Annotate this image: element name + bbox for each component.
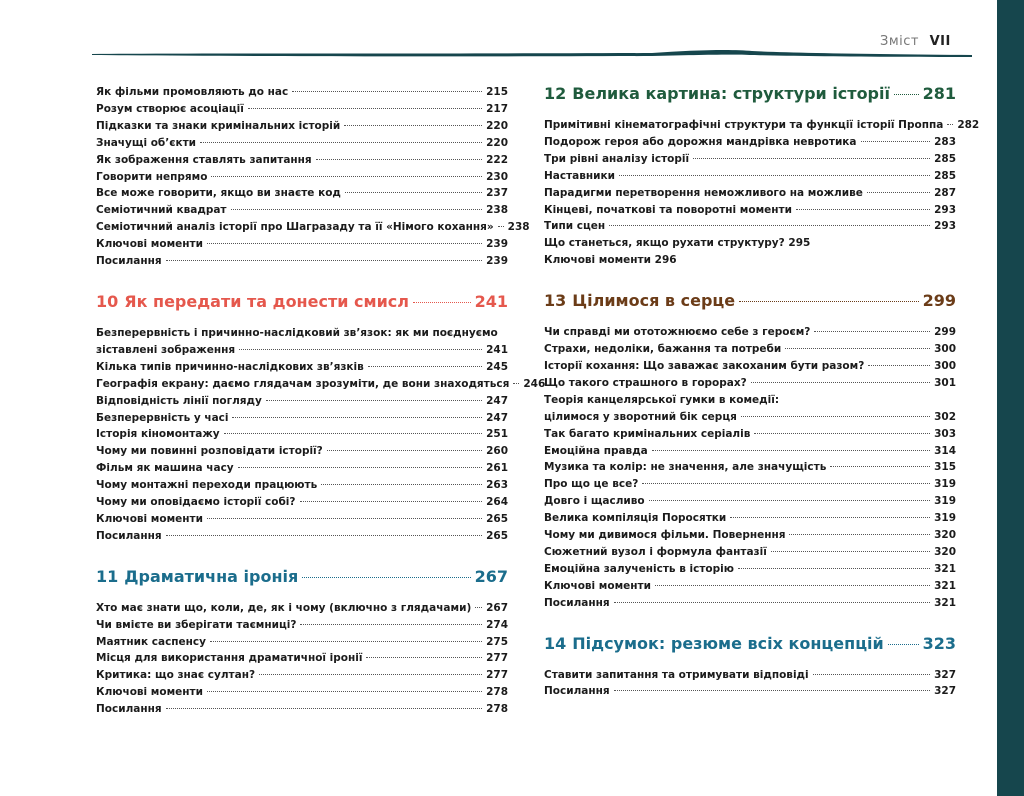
dot-leader [292,91,482,92]
entry-title: цілимося у зворотний бік серця [544,410,737,423]
toc-entry[interactable] [544,218,956,235]
entry-title: Наставники [544,169,616,182]
chapter-10-entries [96,325,546,545]
entry-title: Маятник саспенсу [96,635,206,648]
entry-title: Емоційна залученість в історію [544,562,734,575]
entry-title: Чому монтажні переходи працюють [96,479,318,492]
entry-page: 215 [486,86,508,98]
dot-leader [207,691,482,692]
toc-entry[interactable] [544,476,956,493]
entry-title: Як фільми промовляють до нас [96,86,289,98]
dot-leader [368,366,482,367]
entry-title: Чому ми дивимося фільми. Повернення [544,529,786,542]
dot-leader [868,365,930,366]
toc-entry[interactable] [544,544,956,561]
dot-leader [413,302,471,303]
entry-page: 275 [486,635,508,648]
dot-leader [739,301,918,302]
entry-page: 277 [486,652,508,665]
entry-title: Ставити запитання та отримувати відповіді [544,668,809,681]
entry-title: Що станеться, якщо рухати структуру? 295 [544,237,811,250]
entry-page: 217 [486,102,508,115]
entry-title: Все може говорити, якщо ви знаєте код [96,187,341,200]
chapter-number: 10 [96,291,119,311]
toc-entry[interactable] [544,426,956,443]
entry-title: Чи справді ми ототожнюємо себе з героєм? [544,326,811,339]
dot-leader [652,450,930,451]
entry-title: Ключові моменти 296 [544,254,677,267]
dot-leader [166,708,482,709]
entry-title: Посилання [96,529,162,542]
entry-title: Чи вмієте ви зберігати таємниці? [96,618,297,631]
dot-leader [894,94,919,95]
dot-leader [642,483,930,484]
dot-leader [888,644,919,645]
entry-title: Страхи, недоліки, бажання та потреби [544,343,782,356]
chapter-number: 11 [96,566,119,586]
chapter-number: 13 [544,291,567,311]
entry-title: Посилання [96,703,162,716]
toc-entry[interactable] [96,118,508,135]
entry-page: 230 [486,170,508,183]
toc-entry[interactable] [96,219,530,236]
entry-page: 314 [934,444,956,457]
entry-title: Фільм як машина часу [96,462,234,475]
entry-page: 303 [934,427,956,440]
entry-page: 247 [486,394,508,407]
toc-left-column [96,84,546,740]
entry-page: 327 [934,685,956,698]
entry-page: 301 [934,376,956,389]
entry-page: 237 [486,187,508,200]
dot-leader [814,331,930,332]
toc-entry[interactable] [544,409,956,426]
dot-leader [316,159,482,160]
toc-entry[interactable] [96,600,508,617]
chapter-page: 281 [922,84,956,103]
toc-entry[interactable] [544,459,956,476]
chapter-page: 323 [922,633,956,653]
chapter-title: Драматична іронія [124,566,299,586]
toc-entry[interactable] [96,185,508,202]
entry-title: Велика компіляція Поросятки [544,512,727,525]
toc-entry[interactable] [544,358,956,375]
dot-leader [207,243,482,244]
toc-entry[interactable] [544,561,956,578]
dot-leader [754,433,930,434]
toc-entry[interactable] [544,392,956,409]
toc-entry[interactable] [96,410,508,427]
toc-entry[interactable] [96,236,508,253]
entry-page: 238 [507,221,530,234]
dot-leader [232,417,482,418]
page-number: VII [929,34,951,49]
intro-entries [96,84,530,270]
entry-title: Сюжетний вузол і формула фантазії [544,545,767,558]
entry-page: 319 [934,495,956,508]
toc-entry[interactable] [96,426,508,443]
toc-entry[interactable] [96,342,508,359]
entry-page: 274 [486,618,508,631]
entry-title: Історії кохання: Що заважає закоханим бути разом? [544,359,865,372]
dot-leader [830,466,930,467]
dot-leader [327,450,482,451]
entry-page: 299 [934,326,956,339]
dot-leader [302,577,470,578]
entry-title: Подорож героя або дорожня мандрівка невротика [544,135,857,148]
entry-title: Посилання [544,685,610,698]
dot-leader [796,209,930,210]
entry-page: 293 [934,220,956,233]
dot-leader [619,175,930,176]
entry-page: 315 [934,461,956,474]
entry-title: Семіотичний квадрат [96,204,227,217]
toc-entry[interactable] [96,101,508,118]
entry-page: 320 [934,529,956,542]
entry-page: 245 [486,360,508,373]
entry-page: 320 [934,545,956,558]
entry-page: 241 [486,343,508,356]
toc-entry[interactable] [544,443,956,460]
chapter-page: 299 [922,291,956,311]
entry-title: Що такого страшного в горорах? [544,376,747,389]
entry-title: Ключові моменти [96,686,203,699]
toc-right-column [544,84,980,722]
toc-entry[interactable] [544,595,956,612]
entry-title: Критика: що знає султан? [96,669,256,682]
entry-title: Семіотичний аналіз історії про Шагразаду та її «Німого кохання» [96,221,494,234]
entry-page: 285 [934,152,956,165]
dot-leader [861,141,931,142]
entry-title: Про що це все? [544,478,639,491]
toc-entry[interactable] [544,341,956,358]
toc-entry[interactable] [96,443,508,460]
entry-title: Парадигми перетворення неможливого на можливе [544,186,863,199]
dot-leader [738,568,930,569]
toc-entry[interactable] [544,324,956,341]
toc-entry[interactable] [544,202,956,219]
entry-page: 285 [934,169,956,182]
entry-title: Говорити непрямо [96,170,208,183]
toc-entry[interactable] [96,511,508,528]
entry-page: 261 [486,462,508,475]
dot-leader [207,518,482,519]
entry-title: Географія екрану: даємо глядачам зрозуміти, де вони знаходяться [96,377,510,390]
entry-title: Кілька типів причинно-наслідкових зв’язків [96,360,364,373]
toc-entry[interactable] [96,325,508,342]
dot-leader [751,382,930,383]
toc-entry[interactable] [96,650,508,667]
dot-leader [321,484,482,485]
entry-page: 251 [486,428,508,441]
chapter-page: 241 [474,291,508,311]
dot-leader [741,416,930,417]
chapter-13-heading[interactable] [544,291,956,310]
toc-entry[interactable] [96,152,508,169]
chapter-10-heading[interactable] [96,292,508,311]
toc-entry[interactable] [96,84,508,101]
dot-leader [867,192,930,193]
toc-entry[interactable] [544,168,956,185]
dot-leader [771,551,930,552]
dot-leader [345,192,482,193]
entry-title: Довго і щасливо [544,495,645,508]
entry-title: Три рівні аналізу історії [544,152,690,165]
entry-page: 238 [486,204,508,217]
dot-leader [789,534,930,535]
entry-title: Хто має знати що, коли, де, як і чому (включно з глядачами) [96,601,472,614]
entry-title: Посилання [96,255,162,268]
chapter-number: 14 [544,633,567,653]
dot-leader [947,124,953,125]
chapter-14-entries [544,667,956,701]
chapter-12-entries [544,117,980,269]
dot-leader [238,467,482,468]
entry-page: 300 [934,359,956,372]
entry-title: Відповідність лінії погляду [96,394,262,407]
dot-leader [813,674,930,675]
toc-entry[interactable] [96,667,508,684]
right-edge-bar [997,0,1024,796]
toc-entry[interactable] [544,375,956,392]
dot-leader [498,226,504,227]
entry-title: Історія кіномонтажу [96,428,220,441]
entry-page: 277 [486,669,508,682]
entry-page: 278 [486,686,508,699]
dot-leader [693,158,930,159]
toc-entry[interactable] [544,683,956,700]
dot-leader [248,108,482,109]
dot-leader [166,260,482,261]
entry-page: 220 [486,119,508,132]
entry-title: Ключові моменти [96,238,203,251]
dot-leader [614,690,930,691]
entry-title: Місця для використання драматичної іронії [96,652,363,665]
chapter-11-entries [96,600,508,718]
entry-page: 327 [934,668,956,681]
entry-page: 321 [934,562,956,575]
toc-entry[interactable] [96,528,508,545]
dot-leader [655,585,930,586]
toc-entry[interactable] [96,684,508,701]
entry-title: Розум створює асоціації [96,102,244,115]
toc-entry[interactable] [544,527,956,544]
toc-entry[interactable] [96,634,508,651]
entry-page: 287 [934,186,956,199]
entry-title: Ключові моменти [96,512,203,525]
entry-page: 302 [934,410,956,423]
entry-page: 265 [486,529,508,542]
entry-title: Ключові моменти [544,579,651,592]
entry-title: Як зображення ставлять запитання [96,153,312,166]
entry-page: 247 [486,411,508,424]
dot-leader [224,433,482,434]
entry-page: 300 [934,343,956,356]
dot-leader [513,383,519,384]
toc-entry[interactable] [96,253,508,270]
dot-leader [609,225,930,226]
entry-page: 283 [934,135,956,148]
entry-page: 282 [957,119,980,131]
chapter-12-heading[interactable] [544,84,956,103]
toc-entry[interactable] [96,494,508,511]
dot-leader [300,501,483,502]
entry-title: Посилання [544,596,610,609]
dot-leader [475,607,482,608]
chapter-title: Цілимося в серце [572,291,736,311]
entry-page: 264 [486,496,508,509]
entry-title: Безперервність і причинно-наслідковий зв’язок: як ми поєднуємо [96,326,498,339]
dot-leader [200,142,482,143]
toc-entry[interactable] [544,493,956,510]
dot-leader [239,349,482,350]
toc-entry[interactable] [96,477,508,494]
toc-entry[interactable] [544,134,956,151]
entry-page: 321 [934,596,956,609]
chapter-11-heading[interactable] [96,567,508,586]
dot-leader [259,674,482,675]
entry-title: Чому ми повинні розповідати історії? [96,445,323,458]
toc-entry[interactable] [96,135,508,152]
entry-page: 265 [486,512,508,525]
chapter-title: Як передати та донести смисл [124,291,409,311]
chapter-title: Підсумок: резюме всіх концепцій [572,633,884,653]
toc-entry[interactable] [96,202,508,219]
dot-leader [210,641,482,642]
entry-page: 263 [486,479,508,492]
toc-entry[interactable] [544,578,956,595]
toc-entry[interactable] [544,667,956,684]
entry-title: Чому ми оповідаємо історії собі? [96,496,296,509]
toc-entry[interactable] [96,376,546,393]
entry-title: Так багато кримінальних серіалів [544,427,751,440]
toc-entry[interactable] [544,117,980,134]
toc-entry[interactable] [544,235,956,252]
entry-title: Кінцеві, початкові та поворотні моменти [544,203,792,216]
dot-leader [211,176,482,177]
entry-title: Музика та колір: не значення, але значущість [544,461,827,474]
entry-page: 220 [486,136,508,149]
dot-leader [614,602,930,603]
entry-page: 267 [486,601,508,614]
toc-entry[interactable] [96,359,508,376]
section-label: Зміст [880,34,919,49]
chapter-number: 12 [544,84,567,103]
chapter-title: Велика картина: структури історії [572,84,890,103]
toc-entry[interactable] [96,617,508,634]
dot-leader [366,657,482,658]
dot-leader [166,535,482,536]
chapter-13-entries [544,324,956,611]
brush-stroke-divider [92,44,972,62]
toc-entry[interactable] [96,701,508,718]
toc-entry[interactable] [544,151,956,168]
dot-leader [730,517,930,518]
toc-entry[interactable] [96,393,508,410]
chapter-14-heading[interactable] [544,634,956,653]
entry-page: 222 [486,153,508,166]
toc-entry[interactable] [544,185,956,202]
toc-entry[interactable] [96,460,508,477]
entry-title: Значущі об’єкти [96,136,197,149]
entry-page: 278 [486,703,508,716]
entry-page: 246 [523,377,546,390]
entry-title: Безперервність у часі [96,411,229,424]
dot-leader [300,624,482,625]
entry-title: Емоційна правда [544,444,648,457]
dot-leader [785,348,930,349]
dot-leader [344,125,482,126]
entry-title: Примітивні кінематографічні структури та функції історії Проппа [544,119,944,131]
entry-title: Підказки та знаки кримінальних історій [96,119,341,132]
entry-page: 293 [934,203,956,216]
entry-title: Типи сцен [544,220,606,233]
dot-leader [266,400,482,401]
toc-entry[interactable] [544,252,956,269]
entry-page: 239 [486,238,508,251]
entry-page: 239 [486,255,508,268]
chapter-page: 267 [474,566,508,586]
dot-leader [649,500,930,501]
entry-title: зіставлені зображення [96,343,236,356]
entry-page: 319 [934,512,956,525]
entry-page: 321 [934,579,956,592]
entry-page: 319 [934,478,956,491]
toc-entry[interactable] [96,169,508,186]
dot-leader [231,209,483,210]
entry-title: Теорія канцелярської гумки в комедії: [544,393,780,406]
entry-page: 260 [486,445,508,458]
toc-entry[interactable] [544,510,956,527]
